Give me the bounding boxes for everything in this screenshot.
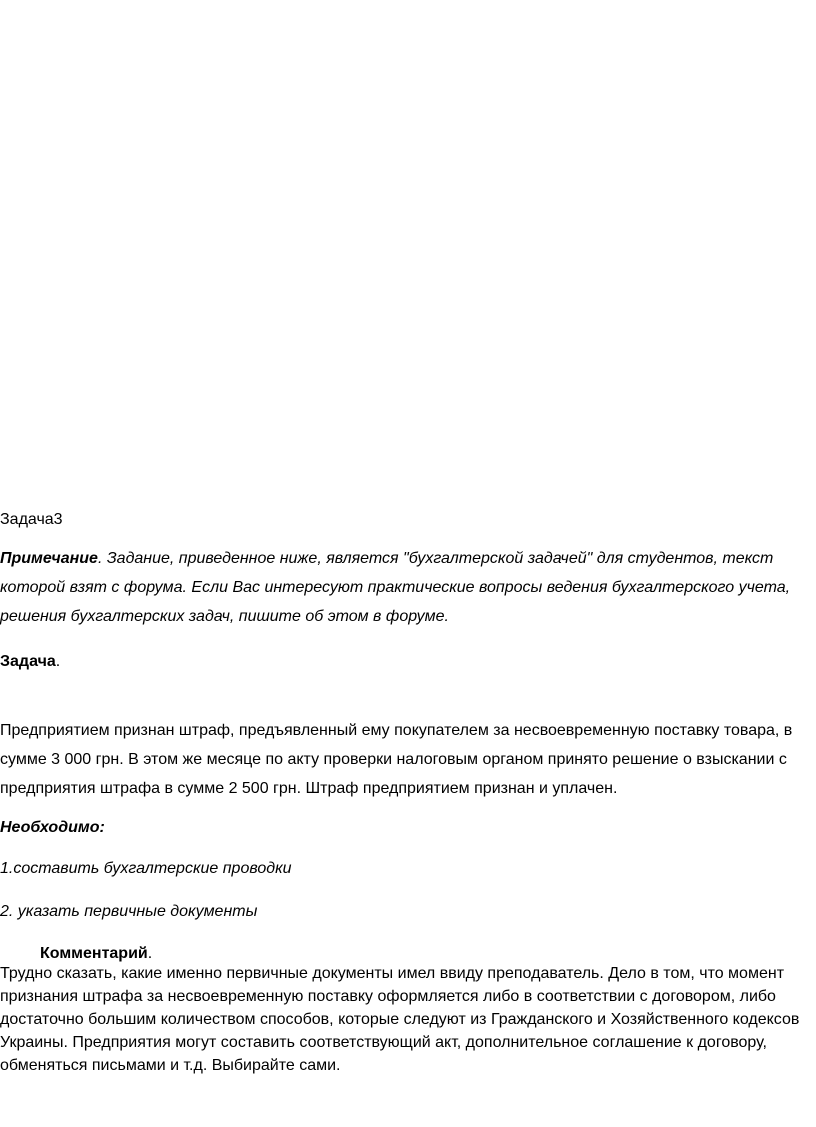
document-title: Задача3 <box>0 511 63 528</box>
note-paragraph <box>0 544 812 631</box>
comment-body: Трудно сказать, какие именно первичные документы имел ввиду преподаватель. Дело в том, что момент признания штрафа за несвоевременную поставку оформляется либо в соответствии с договором, либо достаточно большим количеством способов, которые следуют из Гражданского и Хозяйственного кодексов Украины. Предприятия могут составить соответствующий акт, дополнительное соглашение к договору, обменяться письмами и т.д. Выбирайте сами. <box>0 965 800 1074</box>
required-item: 1.составить бухгалтерские проводки <box>0 860 292 877</box>
task-punct: . <box>55 653 61 670</box>
note-text: . Задание, приведенное ниже, является "бухгалтерской задачей" для студентов, текст которой взят с форума. Если Вас интересуют практические вопросы ведения бухгалтерского учета, решения бухгалтерских задач, пишите об этом в форуме. <box>0 550 791 625</box>
required-heading: Необходимо: <box>0 819 105 836</box>
task-body: Предприятием признан штраф, предъявленный ему покупателем за несвоевременную поставку товара, в сумме 3 000 грн. В этом же месяце по акту проверки налоговым органом принято решение о взыскании с предприятия штрафа в сумме 2 500 грн. Штраф предприятием признан и уплачен. <box>0 722 793 797</box>
comment-label: Комментарий <box>40 945 148 962</box>
task-heading <box>0 648 812 676</box>
task-label: Задача <box>0 653 56 670</box>
comment-punct: . <box>147 945 153 962</box>
note-lead: Примечание <box>0 550 98 567</box>
required-item: 2. указать первичные документы <box>0 903 258 920</box>
